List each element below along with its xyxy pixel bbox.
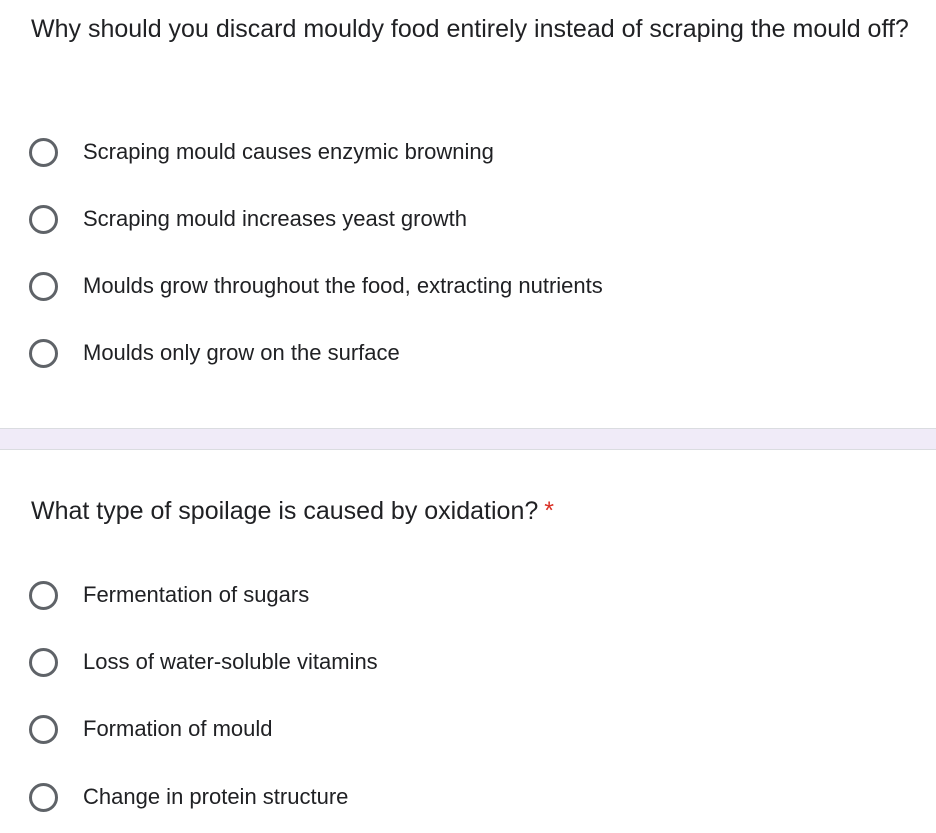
option-fermentation-of-sugars[interactable] <box>29 576 309 614</box>
question-title-2 <box>31 490 926 533</box>
radio-button[interactable] <box>29 648 58 677</box>
option-label: Loss of water-soluble vitamins <box>83 649 378 674</box>
radio-button[interactable] <box>29 715 58 744</box>
option-label: Scraping mould causes enzymic browning <box>83 139 494 164</box>
option-moulds-surface-only[interactable] <box>29 334 400 372</box>
radio-button[interactable] <box>29 272 58 301</box>
option-label: Formation of mould <box>83 716 273 741</box>
option-moulds-grow-throughout[interactable] <box>29 267 603 305</box>
radio-button[interactable] <box>29 339 58 368</box>
option-label: Scraping mould increases yeast growth <box>83 206 467 231</box>
option-formation-of-mould[interactable] <box>29 710 273 748</box>
radio-button[interactable] <box>29 138 58 167</box>
option-protein-structure[interactable] <box>29 778 348 816</box>
option-label: Moulds only grow on the surface <box>83 340 400 365</box>
option-label: Change in protein structure <box>83 784 349 809</box>
question-title-text: What type of spoilage is caused by oxidation? <box>31 497 539 525</box>
question-card-2 <box>0 450 936 833</box>
radio-button[interactable] <box>29 783 58 812</box>
radio-button[interactable] <box>29 205 58 234</box>
option-loss-of-vitamins[interactable] <box>29 643 378 681</box>
option-yeast-growth[interactable] <box>29 200 467 238</box>
option-label: Fermentation of sugars <box>83 582 310 607</box>
question-separator <box>0 428 936 450</box>
question-title-1: Why should you discard mouldy food entirely instead of scraping the mould off? <box>31 15 909 43</box>
option-label: Moulds grow throughout the food, extracting nutrients <box>83 273 603 298</box>
required-marker: * <box>544 497 554 525</box>
option-enzymic-browning[interactable] <box>29 133 494 171</box>
radio-button[interactable] <box>29 581 58 610</box>
